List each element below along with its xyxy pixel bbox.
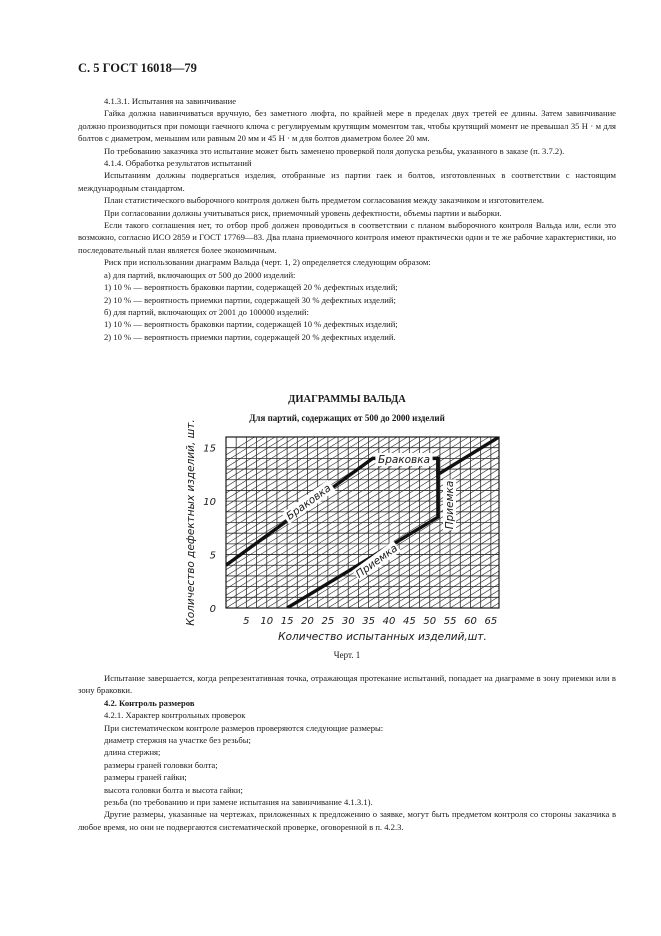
paragraph: Риск при использовании диаграмм Вальда (черт. 1, 2) определяется следующим образом: (104, 257, 431, 268)
paragraph: 4.2.1. Характер контрольных проверок (104, 710, 246, 721)
y-tick-label: 15 (203, 443, 216, 455)
x-tick-label: 65 (484, 616, 498, 627)
hatch-line (583, 437, 661, 608)
hatch-line (481, 437, 661, 608)
x-tick-label: 20 (301, 616, 314, 627)
x-tick-label: 50 (423, 616, 437, 627)
list-item: 2) 10 % — вероятность приемки партии, содержащей 20 % дефектных изделий. (104, 331, 396, 342)
hatch-line (542, 437, 661, 608)
paragraph: Если такого соглашения нет, то отбор проб должен проводиться в соответствии с планом выборочного контроля Вальда или, если это возможно, согласно ИСО 2859 и ГОСТ 17769—83. Два плана приемочного контроля имеют практически одни и те же рабочие характеристики, но последовательный план является более экономичным. (78, 220, 616, 255)
hatch-line (521, 437, 661, 608)
paragraph: При согласовании должны учитываться риск, приемочный уровень дефектности, объемы партии и выборки. (104, 207, 502, 218)
section-heading: 4.2. Контроль размеров (104, 697, 195, 708)
paragraph: План статистического выборочного контроля должен быть предметом согласования между заказчиком и изготовителем. (104, 195, 545, 206)
list-item: а) для партий, включающих от 500 до 2000 изделий: (104, 269, 296, 280)
x-tick-label: 15 (280, 616, 294, 627)
paragraph: 4.1.3.1. Испытания на завинчивание (104, 96, 237, 106)
paragraph: При систематическом контроле размеров проверяются следующие размеры: (104, 722, 384, 733)
y-tick-label: 5 (209, 550, 216, 562)
x-tick-label: 40 (382, 616, 396, 627)
paragraph: Гайка должна навинчиваться вручную, без заметного люфта, по крайней мере в пределах двух третей ее длины. Затем завинчивание должно производиться при помощи гаечного ключа с регулируемым крутящим моментом так, чтобы крутящий момент не превышал 35 Н · м для болтов с диаметром, меньшим или равным 20 мм и 45 Н · м для болтов диаметром более 20 мм. (78, 108, 616, 144)
hatch-line (552, 437, 661, 608)
hatch-line (0, 437, 265, 608)
list-item: 1) 10 % — вероятность браковки партии, содержащей 20 % дефектных изделий; (104, 282, 398, 293)
y-axis-label: Количество дефектных изделий, шт. (185, 419, 197, 626)
reject-zone-label-diagonal-group (282, 480, 336, 524)
hatch-line (572, 437, 661, 608)
reject-zone-label-diagonal: Браковка (284, 482, 334, 523)
accept-zone-label-vertical: Приемка (444, 480, 456, 530)
hatch-line (603, 437, 661, 608)
x-axis-label: Количество испытанных изделий,шт. (278, 631, 487, 643)
hatch-line (633, 437, 661, 608)
reject-zone-label-top-group (375, 453, 432, 466)
x-tick-label: 60 (464, 616, 477, 627)
paragraph: Другие размеры, указанные на чертежах, приложенных к предложению о заявке, могут быть предметом контроля со стороны заказчика в любое время, но они не подвергаются систематической проверке, оговоренной в п. 4.2.3. (78, 809, 616, 832)
reject-zone-label-top: Браковка (377, 454, 431, 466)
x-tick-label: 25 (321, 616, 335, 627)
list-item: длина стержня; (104, 747, 161, 758)
hatch-line (644, 437, 661, 608)
list-item: высота головки болта и высота гайки; (104, 784, 243, 795)
hatch-line (511, 437, 661, 608)
accept-zone-label-diagonal-group (352, 541, 401, 581)
paragraph: Испытаниям должны подвергаться изделия, отобранные из партии гаек и болтов, изготовленных в соответствии с настоящим международным стандартом. (78, 170, 616, 193)
list-item: резьба (по требованию и при замене испытания на завинчивание 4.1.3.1). (104, 797, 373, 808)
list-item: 1) 10 % — вероятность браковки партии, содержащей 10 % дефектных изделий; (104, 319, 398, 330)
hatch-line (613, 437, 661, 608)
hatch-line (0, 437, 255, 608)
list-item: диаметр стержня на участке без резьбы; (104, 735, 251, 746)
list-item: б) для партий, включающих от 2001 до 100000 изделий: (104, 306, 309, 317)
page-header: С. 5 ГОСТ 16018—79 (78, 61, 197, 75)
x-tick-label: 5 (243, 616, 250, 627)
hatch-line (654, 437, 661, 608)
y-tick-label: 10 (203, 497, 216, 509)
bottom-text-block (78, 672, 616, 833)
x-tick-label: 10 (260, 616, 274, 627)
x-tick-label: 35 (362, 616, 375, 627)
hatch-line (532, 437, 661, 608)
y-tick-label: 0 (209, 604, 216, 615)
list-item: размеры граней гайки; (104, 772, 187, 783)
hatch-line (593, 437, 661, 608)
accept-zone-label-vertical-group (443, 480, 456, 531)
x-tick-label: 55 (443, 616, 457, 627)
hatch-line (623, 437, 661, 608)
accept-zone-label-diagonal: Приемка (353, 542, 400, 581)
hatch-line (562, 437, 661, 608)
x-tick-label: 30 (341, 616, 355, 627)
paragraph: Испытание завершается, когда репрезентативная точка, отражающая протекание испытаний, попадает на диаграмме в зону приемки или в зону браковки. (78, 673, 616, 696)
paragraph: По требованию заказчика это испытание может быть заменено проверкой поля допуска резьбы, указанного в заказе (п. 3.7.2). (104, 145, 565, 156)
list-item: 2) 10 % — вероятность приемки партии, содержащей 30 % дефектных изделий; (104, 294, 396, 305)
hatch-line (491, 437, 661, 608)
figure-caption: Черт. 1 (333, 650, 361, 660)
list-item: размеры граней головки болта; (104, 759, 218, 770)
paragraph: 4.1.4. Обработка результатов испытаний (104, 158, 252, 169)
diagram-title: ДИАГРАММЫ ВАЛЬДА (288, 394, 406, 405)
hatch-line (501, 437, 661, 608)
diagram-subtitle: Для партий, содержащих от 500 до 2000 изделий (249, 413, 445, 423)
x-tick-label: 45 (402, 616, 416, 627)
